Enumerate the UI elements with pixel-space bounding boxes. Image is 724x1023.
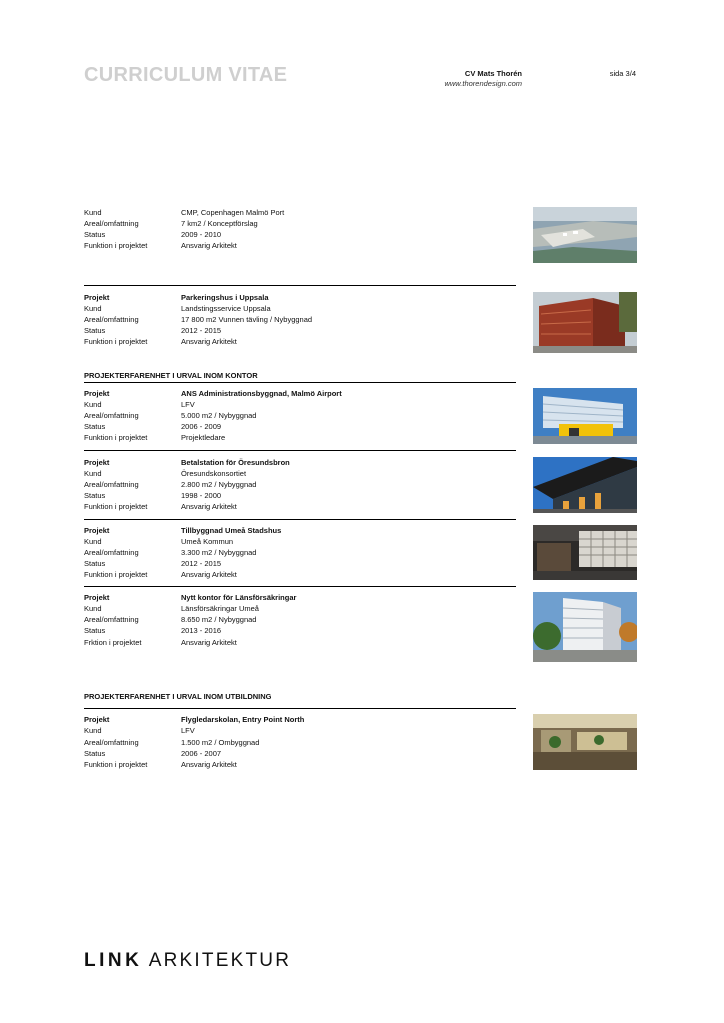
field-label: Status [84, 559, 106, 568]
field-label: Funktion i projektet [84, 433, 148, 442]
field-label: Status [84, 626, 106, 635]
field-value: CMP, Copenhagen Malmö Port [181, 208, 285, 217]
field-label: Areal/omfattning [84, 219, 139, 228]
field-value: 2.800 m2 / Nybyggnad [181, 480, 257, 489]
field-label: Kund [84, 469, 102, 478]
toll-station-photo [533, 457, 637, 513]
section-heading: PROJEKTERFARENHET I URVAL INOM UTBILDNING [84, 692, 272, 701]
field-value: Ansvarig Arkitekt [181, 337, 237, 346]
section-divider [84, 450, 516, 451]
field-label: Projekt [84, 526, 110, 535]
table-row [84, 625, 221, 636]
table-row [84, 229, 221, 240]
field-label: Projekt [84, 458, 110, 467]
field-value: 7 km2 / Konceptförslag [181, 219, 258, 228]
table-row [84, 421, 221, 432]
field-label: Kund [84, 400, 102, 409]
cv-owner-name: CV Mats Thorén [464, 69, 522, 78]
field-value: 2006 - 2007 [181, 749, 222, 758]
project-title: Tillbyggnad Umeå Stadshus [181, 526, 282, 535]
field-value: Länsförsäkringar Umeå [181, 604, 259, 613]
field-value: LFV [181, 400, 195, 409]
company-logo [84, 950, 291, 972]
field-label: Funktion i projektet [84, 337, 148, 346]
field-label: Status [84, 230, 106, 239]
field-label: Areal/omfattning [84, 411, 139, 420]
table-row [84, 592, 296, 603]
page-number: sida 3/4 [609, 69, 636, 78]
table-row [84, 525, 281, 536]
section-divider [84, 708, 516, 709]
field-value: 17 800 m2 Vunnen tävling / Nybyggnad [181, 315, 313, 324]
field-value: 2006 - 2009 [181, 422, 222, 431]
field-label: Areal/omfattning [84, 480, 139, 489]
field-value: 2012 - 2015 [181, 559, 222, 568]
field-label: Status [84, 422, 106, 431]
section-divider [84, 285, 516, 286]
table-row [84, 468, 246, 479]
field-label: Projekt [84, 389, 110, 398]
table-row [84, 748, 221, 759]
field-label: Funktion i projektet [84, 241, 148, 250]
section-divider [84, 586, 516, 587]
table-row [84, 479, 256, 490]
field-value: Landstingsservice Uppsala [181, 304, 271, 313]
field-value: Ansvarig Arkitekt [181, 570, 237, 579]
section-divider [84, 519, 516, 520]
field-label: Kund [84, 726, 102, 735]
section-heading: PROJEKTERFARENHET I URVAL INOM KONTOR [84, 371, 258, 380]
field-label: Projekt [84, 293, 110, 302]
table-row [84, 303, 271, 314]
project-title: ANS Administrationsbyggnad, Malmö Airport [181, 389, 342, 398]
table-row [84, 737, 259, 748]
field-value: 2013 - 2016 [181, 626, 222, 635]
field-value: Projektledare [181, 433, 226, 442]
table-row [84, 457, 290, 468]
field-value: LFV [181, 726, 195, 735]
table-row [84, 714, 304, 725]
field-label: Projekt [84, 593, 110, 602]
table-row [84, 240, 237, 251]
table-row [84, 501, 237, 512]
field-label: Frktion i projektet [84, 638, 142, 647]
table-row [84, 292, 269, 303]
field-label: Projekt [84, 715, 110, 724]
field-label: Funktion i projektet [84, 570, 148, 579]
table-row [84, 603, 259, 614]
field-value: 5.000 m2 / Nybyggnad [181, 411, 257, 420]
table-row [84, 759, 237, 770]
field-label: Kund [84, 208, 102, 217]
field-value: 8.650 m2 / Nybyggnad [181, 615, 257, 624]
website-url: www.thorendesign.com [444, 79, 522, 88]
insurance-office-photo [533, 592, 637, 662]
field-value: Ansvarig Arkitekt [181, 760, 237, 769]
table-row [84, 388, 342, 399]
field-label: Areal/omfattning [84, 615, 139, 624]
table-row [84, 336, 237, 347]
field-value: 1.500 m2 / Ombyggnad [181, 738, 260, 747]
table-row [84, 218, 258, 229]
table-row [84, 410, 256, 421]
table-row [84, 432, 225, 443]
field-value: Öresundskonsortiet [181, 469, 247, 478]
project-title: Nytt kontor för Länsförsäkringar [181, 593, 297, 602]
field-value: 2012 - 2015 [181, 326, 222, 335]
field-value: Ansvarig Arkitekt [181, 241, 237, 250]
project-title: Parkeringshus i Uppsala [181, 293, 269, 302]
parking-garage-photo [533, 292, 637, 353]
table-row [84, 325, 221, 336]
field-value: Ansvarig Arkitekt [181, 502, 237, 511]
table-row [84, 536, 233, 547]
table-row [84, 490, 221, 501]
table-row [84, 569, 237, 580]
field-label: Kund [84, 537, 102, 546]
airport-office-photo [533, 388, 637, 444]
logo-bold-text: LINK [84, 950, 143, 971]
field-label: Kund [84, 604, 102, 613]
field-value: 1998 - 2000 [181, 491, 222, 500]
table-row [84, 637, 237, 648]
field-value: 2009 - 2010 [181, 230, 222, 239]
table-row [84, 399, 195, 410]
table-row [84, 558, 221, 569]
table-row [84, 314, 312, 325]
field-label: Areal/omfattning [84, 738, 139, 747]
page-title: CURRICULUM VITAE [84, 64, 288, 86]
logo-light-text: ARKITEKTUR [148, 950, 292, 971]
table-row [84, 207, 284, 218]
field-label: Status [84, 749, 106, 758]
field-label: Status [84, 491, 106, 500]
project-title: Betalstation för Öresundsbron [181, 458, 290, 467]
section-divider [84, 382, 516, 383]
field-label: Funktion i projektet [84, 502, 148, 511]
field-value: Umeå Kommun [181, 537, 234, 546]
school-interior-photo [533, 714, 637, 770]
field-value: 3.300 m2 / Nybyggnad [181, 548, 257, 557]
field-label: Kund [84, 304, 102, 313]
city-hall-extension-photo [533, 525, 637, 580]
field-label: Status [84, 326, 106, 335]
table-row [84, 725, 195, 736]
field-label: Areal/omfattning [84, 315, 139, 324]
project-title: Flygledarskolan, Entry Point North [181, 715, 305, 724]
field-label: Areal/omfattning [84, 548, 139, 557]
harbor-aerial-photo [533, 207, 637, 263]
field-label: Funktion i projektet [84, 760, 148, 769]
field-value: Ansvarig Arkitekt [181, 638, 237, 647]
table-row [84, 614, 256, 625]
table-row [84, 547, 256, 558]
